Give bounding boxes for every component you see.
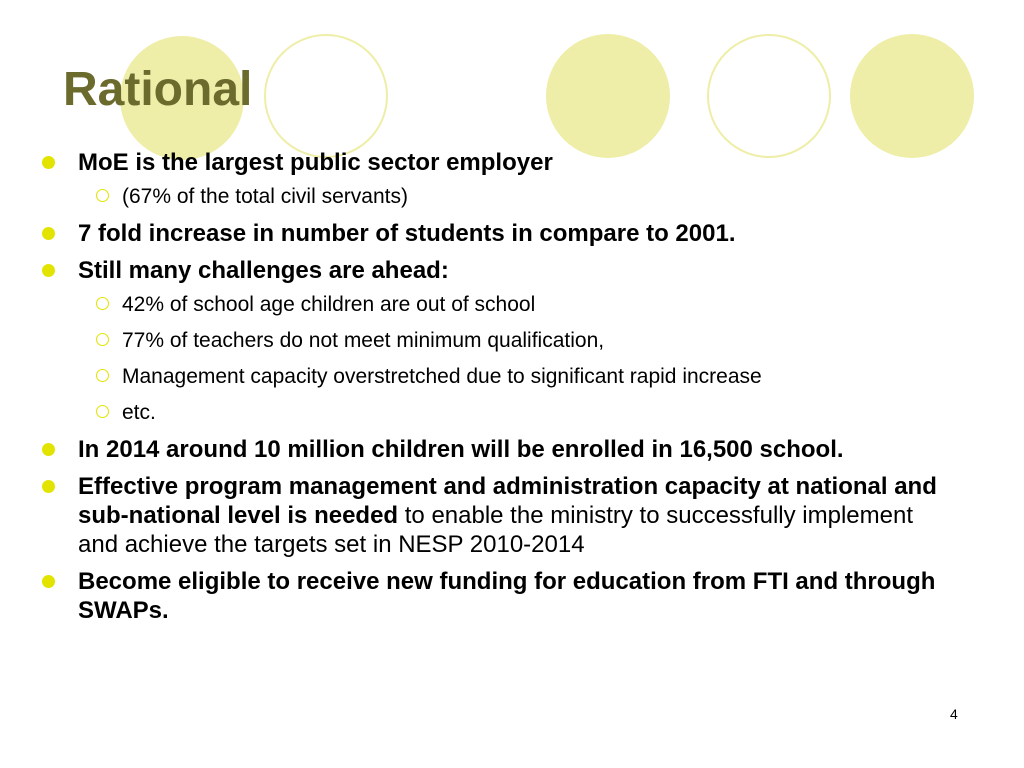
sub-bullet-text: Management capacity overstretched due to significant rapid increase: [122, 365, 762, 388]
slide-number: 4: [950, 706, 958, 722]
bullet-dot-icon: [42, 227, 55, 240]
sub-bullet-text: etc.: [122, 401, 156, 424]
bullet-bold-text: Effective program management and administration capacity at national and sub-national level is needed: [78, 473, 937, 529]
bullet-dot-icon: [42, 480, 55, 493]
bullet-dot-icon: [42, 443, 55, 456]
slide-title: Rational: [63, 63, 253, 116]
ring-bullet-icon: [96, 333, 109, 346]
ring-bullet-icon: [96, 369, 109, 382]
decorative-circle-4: [707, 34, 831, 158]
sub-bullet-item: [78, 291, 952, 318]
sub-bullet-text: (67% of the total civil servants): [122, 185, 408, 208]
sub-bullet-text: 42% of school age children are out of school: [122, 293, 536, 316]
bullet-item: [42, 219, 952, 248]
bullet-bold-text: 7 fold increase in number of students in compare to 2001.: [78, 220, 736, 247]
decorative-circle-5: [850, 34, 974, 158]
bullet-normal-text: to enable the ministry to successfully implement and achieve the targets set in NESP 2010-2014: [78, 502, 913, 558]
bullet-bold-text: Still many challenges are ahead:: [78, 257, 449, 284]
bullet-bold-text: MoE is the largest public sector employer: [78, 149, 553, 176]
bullet-dot-icon: [42, 156, 55, 169]
sub-bullet-item: [78, 399, 952, 426]
sub-bullet-item: [78, 183, 952, 210]
decorative-circle-2: [264, 34, 388, 158]
bullet-item: [42, 256, 952, 426]
sub-bullet-item: [78, 363, 952, 390]
bullet-item: [42, 567, 952, 625]
bullet-bold-text: Become eligible to receive new funding for education from FTI and through SWAPs.: [78, 568, 936, 624]
bullet-item: [42, 472, 952, 559]
bullet-dot-icon: [42, 264, 55, 277]
ring-bullet-icon: [96, 189, 109, 202]
ring-bullet-icon: [96, 405, 109, 418]
bullet-dot-icon: [42, 575, 55, 588]
ring-bullet-icon: [96, 297, 109, 310]
bullet-list: [42, 148, 952, 633]
bullet-bold-text: In 2014 around 10 million children will be enrolled in 16,500 school.: [78, 436, 844, 463]
sub-bullet-text: 77% of teachers do not meet minimum qualification,: [122, 329, 605, 352]
bullet-item: [42, 435, 952, 464]
sub-bullet-item: [78, 327, 952, 354]
decorative-circle-3: [546, 34, 670, 158]
bullet-item: [42, 148, 952, 210]
